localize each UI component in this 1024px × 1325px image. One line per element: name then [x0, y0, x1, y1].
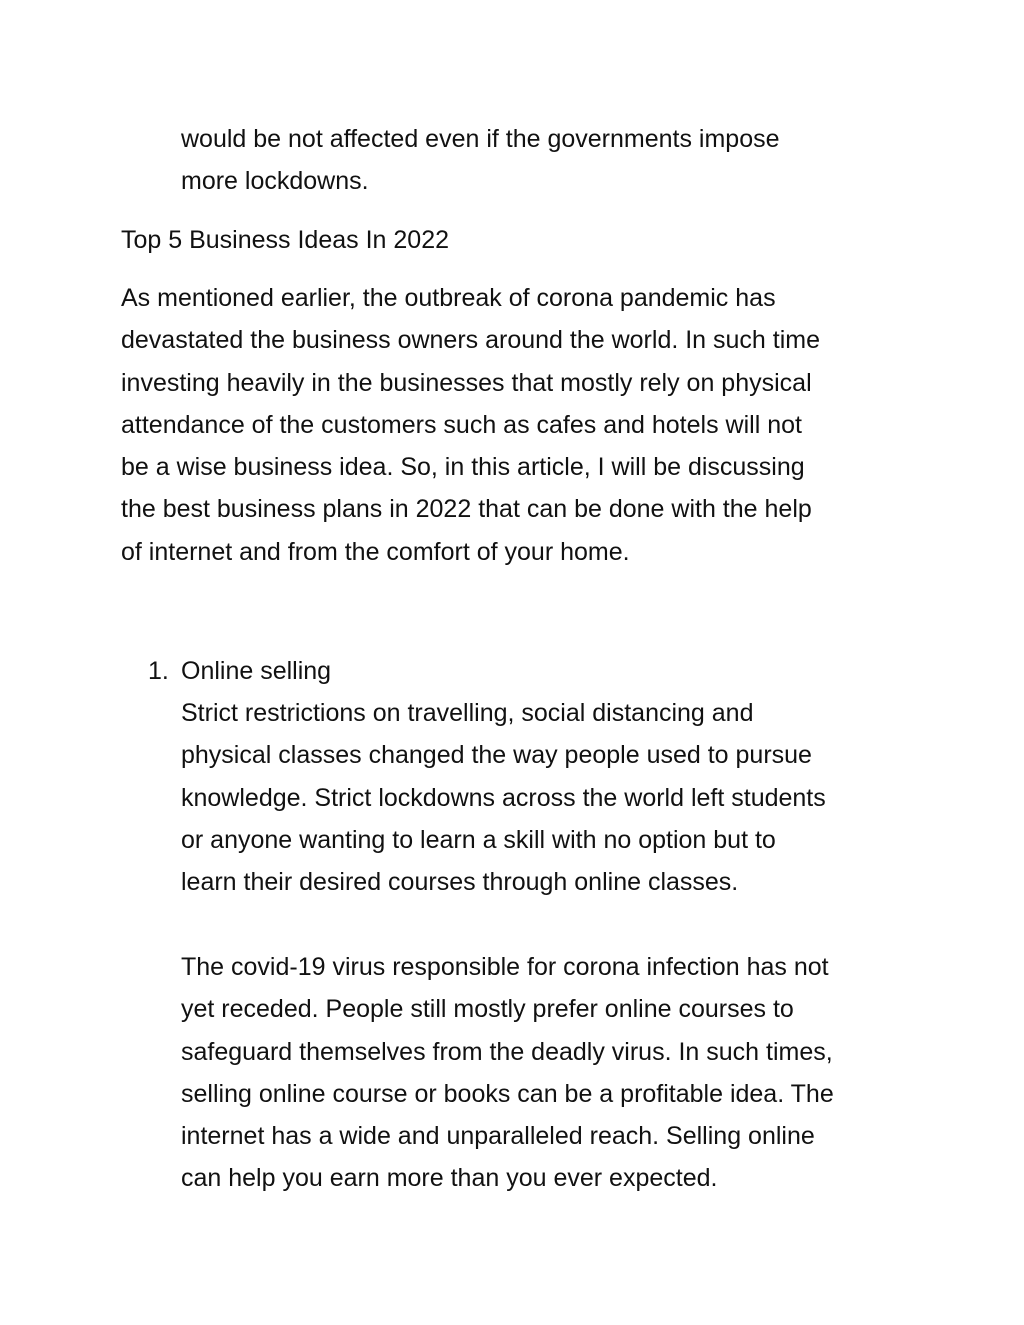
text-line: of internet and from the comfort of your home. [121, 537, 630, 566]
text-line: attendance of the customers such as cafes and hotels will not [121, 410, 802, 439]
text-line: As mentioned earlier, the outbreak of corona pandemic has [121, 284, 776, 312]
text-line: knowledge. Strict lockdowns across the world left students [181, 783, 826, 812]
list-item-paragraph [181, 946, 834, 1200]
list-item-title: Online selling [181, 657, 332, 685]
list-item-paragraph [181, 692, 826, 903]
text-line: internet has a wide and unparalleled reach. Selling online [181, 1122, 815, 1151]
text-line: more lockdowns. [181, 167, 369, 196]
text-line: investing heavily in the businesses that mostly rely on physical [121, 368, 812, 397]
text-line: would be not affected even if the governments impose [181, 125, 780, 153]
intro-paragraph [121, 277, 820, 573]
section-heading: Top 5 Business Ideas In 2022 [121, 226, 450, 254]
text-line: yet receded. People still mostly prefer online courses to [181, 995, 794, 1024]
text-line: learn their desired courses through online classes. [181, 868, 739, 897]
text-line: devastated the business owners around the world. In such time [121, 326, 821, 355]
text-line: physical classes changed the way people used to pursue [181, 741, 812, 770]
text-line: The covid-19 virus responsible for corona infection has not [181, 953, 829, 981]
list-item-number: 1. [148, 657, 169, 685]
text-line: the best business plans in 2022 that can be done with the help [121, 495, 812, 524]
text-line: selling online course or books can be a profitable idea. The [181, 1079, 834, 1108]
text-line: or anyone wanting to learn a skill with no option but to [181, 825, 776, 854]
continuation-paragraph [181, 118, 780, 203]
text-line: be a wise business idea. So, in this article, I will be discussing [121, 453, 805, 482]
text-line: can help you earn more than you ever expected. [181, 1164, 718, 1193]
text-line: safeguard themselves from the deadly virus. In such times, [181, 1037, 833, 1066]
text-line: Strict restrictions on travelling, social distancing and [181, 699, 754, 727]
